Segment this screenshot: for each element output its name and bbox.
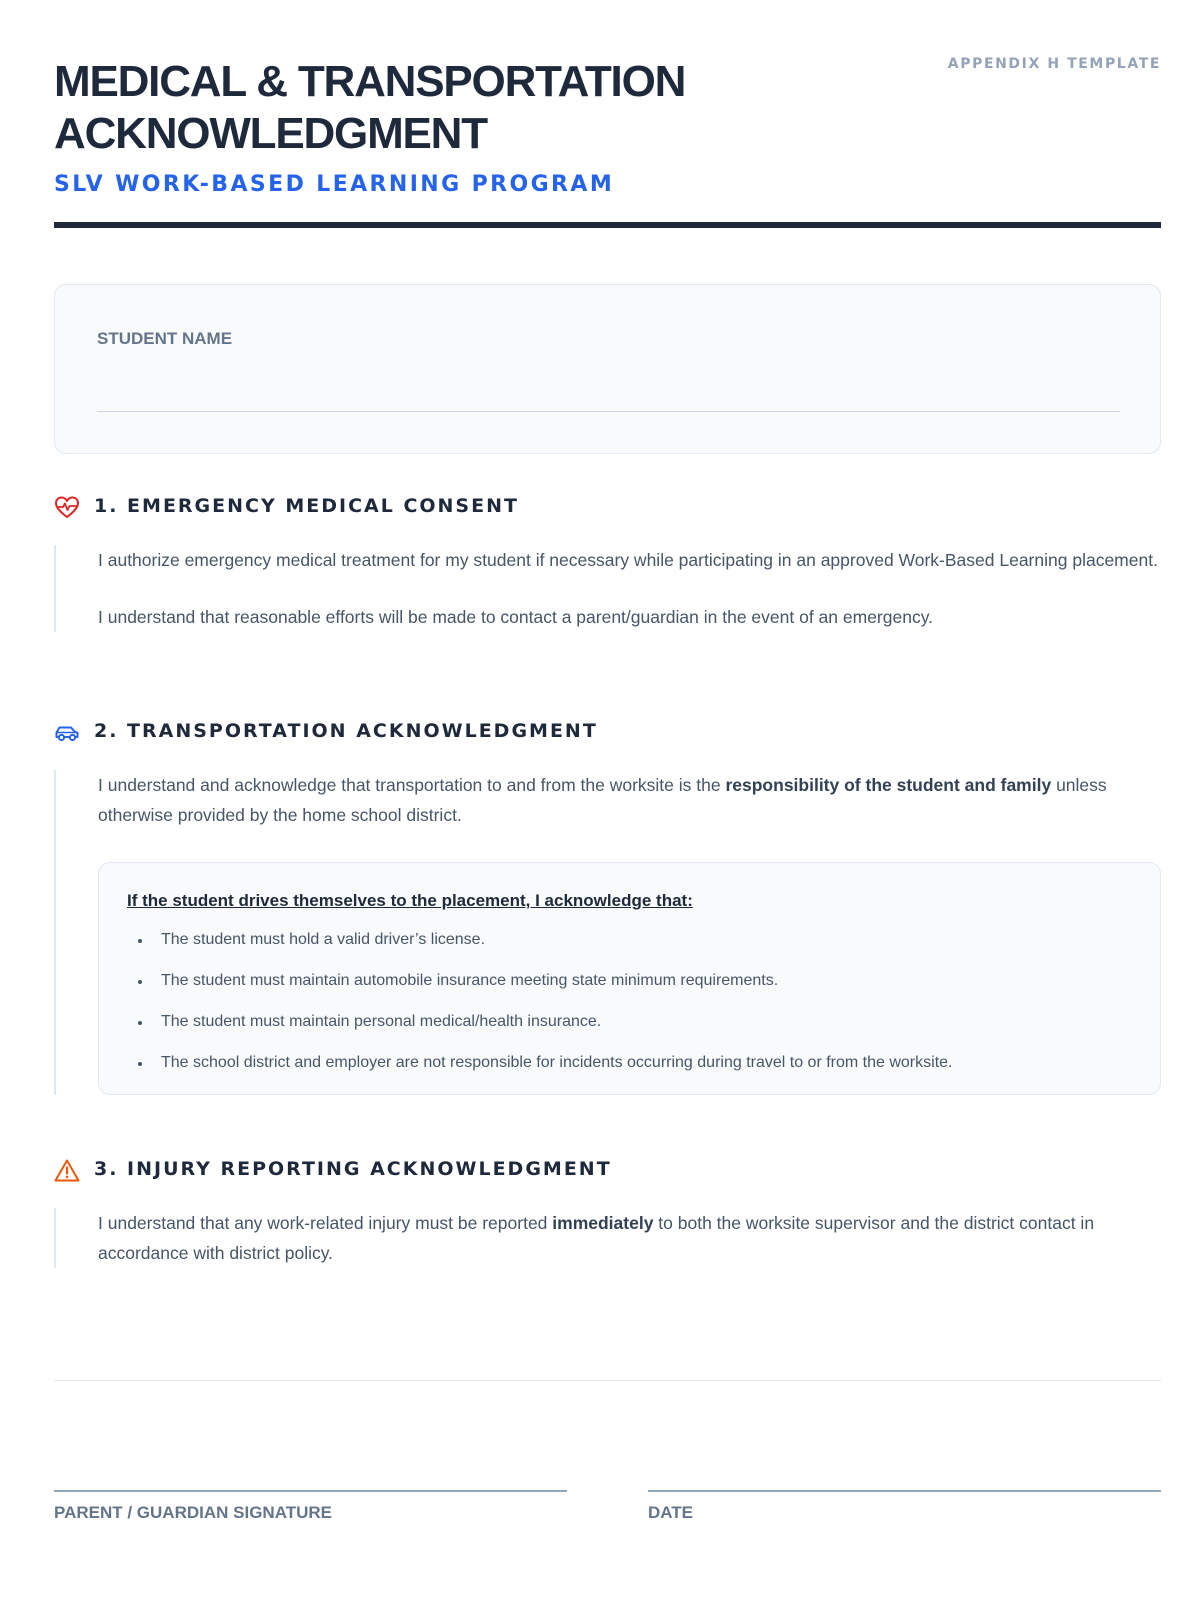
date-label: DATE bbox=[648, 1503, 694, 1522]
driver-acknowledgment-heading: If the student drives themselves to the placement, I acknowledge that: bbox=[127, 891, 693, 910]
footer-divider bbox=[54, 1380, 1161, 1381]
form-header bbox=[54, 56, 1161, 197]
section-title: 3. INJURY REPORTING ACKNOWLEDGMENT bbox=[94, 1158, 612, 1180]
section-body bbox=[54, 545, 1161, 632]
student-name-box bbox=[54, 284, 1161, 454]
section-body bbox=[54, 1208, 1161, 1268]
text-run: unless otherwise provided by the home school district. bbox=[98, 775, 1107, 825]
section-header bbox=[54, 1156, 1161, 1186]
section-header bbox=[54, 718, 1161, 748]
section-header bbox=[54, 493, 1161, 523]
emphasis-text: responsibility of the student and family bbox=[725, 775, 1052, 795]
text-run: I understand that any work-related injury must be reported bbox=[98, 1213, 553, 1233]
parent-signature-label: PARENT / GUARDIAN SIGNATURE bbox=[54, 1503, 332, 1522]
heart-pulse-icon bbox=[54, 495, 80, 521]
appendix-label: APPENDIX H TEMPLATE bbox=[947, 56, 1161, 72]
title-line-2: ACKNOWLEDGMENT bbox=[54, 109, 487, 158]
date-block bbox=[648, 1490, 1161, 1523]
emphasis-text: immediately bbox=[552, 1213, 654, 1233]
medical-consent-text: I authorize emergency medical treatment for my student if necessary while participating in an approved Work-Based Learning placement. bbox=[98, 550, 1158, 570]
header-divider bbox=[54, 222, 1161, 228]
student-name-label: STUDENT NAME bbox=[97, 329, 233, 348]
text-run: I understand and acknowledge that transportation to and from the worksite is the bbox=[98, 775, 726, 795]
driver-acknowledgment-box bbox=[98, 862, 1161, 1095]
medical-contact-text: I understand that reasonable efforts will be made to contact a parent/guardian in the event of an emergency. bbox=[98, 607, 934, 627]
list-item: The student must hold a valid driver’s license. bbox=[127, 929, 1132, 951]
injury-reporting-text bbox=[98, 1208, 1161, 1268]
car-icon bbox=[54, 720, 80, 746]
parent-signature-field[interactable] bbox=[54, 1490, 567, 1492]
title-line-1: MEDICAL & TRANSPORTATION bbox=[54, 57, 686, 106]
date-field[interactable] bbox=[648, 1490, 1161, 1492]
list-item: The school district and employer are not responsible for incidents occurring during travel to or from the worksite. bbox=[127, 1052, 1132, 1074]
section-body bbox=[54, 770, 1161, 1095]
program-subtitle: SLV WORK-BASED LEARNING PROGRAM bbox=[54, 172, 615, 197]
section-transportation bbox=[54, 718, 1161, 1095]
form-page bbox=[54, 0, 1161, 1600]
list-item: The student must maintain personal medical/health insurance. bbox=[127, 1011, 1132, 1033]
parent-signature-block bbox=[54, 1490, 567, 1523]
section-injury-reporting bbox=[54, 1156, 1161, 1268]
list-item: The student must maintain automobile insurance meeting state minimum requirements. bbox=[127, 970, 1132, 992]
transport-responsibility-text bbox=[98, 770, 1161, 830]
section-title: 1. EMERGENCY MEDICAL CONSENT bbox=[94, 495, 519, 517]
warning-triangle-icon bbox=[54, 1158, 80, 1184]
driver-requirements-list bbox=[127, 929, 1132, 1074]
text-run: to both the worksite supervisor and the district contact in accordance with district policy. bbox=[98, 1213, 1095, 1263]
section-medical-consent bbox=[54, 493, 1161, 632]
student-name-field[interactable] bbox=[97, 411, 1120, 412]
section-title: 2. TRANSPORTATION ACKNOWLEDGMENT bbox=[94, 720, 598, 742]
